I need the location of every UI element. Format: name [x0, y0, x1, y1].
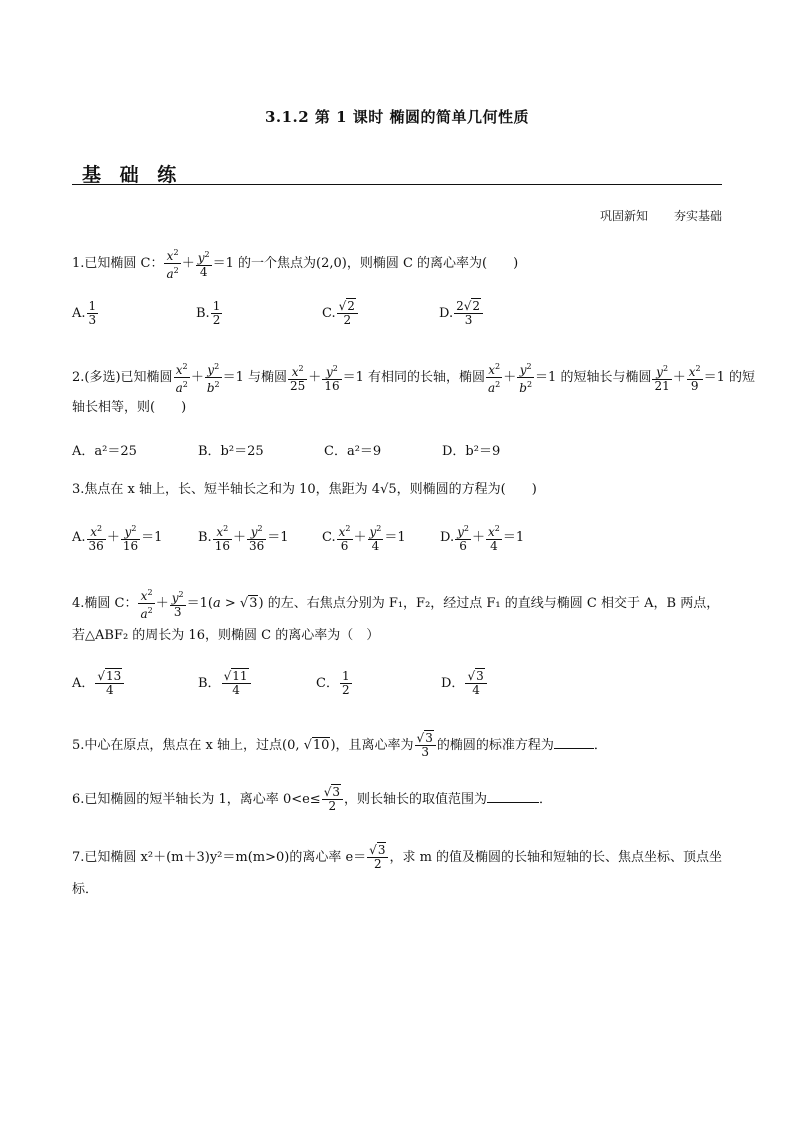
q2-line2: 轴长相等，则( ) [72, 400, 187, 415]
q1-option-b[interactable]: B. $\frac{1}{2}$ [196, 299, 221, 327]
q6-text-a: 6.已知椭圆的短半轴长为 1，离心率 0<e≤ [72, 792, 321, 807]
q4-option-b[interactable]: B． $\frac{√11}{4}$ [198, 670, 252, 697]
tagline-2: 夯实基础 [673, 209, 722, 223]
q4-text-a: 4.椭圆 C： [72, 596, 138, 611]
q2-option-d[interactable]: D．b²＝9 [442, 444, 501, 459]
q1-frac-y: $\frac{y^2}{4}$ [197, 250, 210, 279]
q2-text-e: ＝1 的短 [703, 370, 756, 385]
question-2: 2.(多选)已知椭圆 $\frac{x^2}{a^2}$ ＋ $\frac{y^2}{b^2}$ ＝1 与椭圆 $\frac{x^2}{25}$ ＋ $\frac{y^2}{16}$ ＝1 有相同的长轴，椭圆 $\frac{x^2}{a^2}$ ＋ $\frac{y^2}{b^2}$ ＝1 的短轴长与椭圆 $\frac{y^2}{21}$ ＋ $\frac{x^2}{9}$ ＝1 的短 [72, 362, 756, 395]
page-title: 3.1.2 第 1 课时 椭圆的简单几何性质 [264, 108, 530, 126]
q4-option-d[interactable]: D． $\frac{√3}{4}$ [441, 670, 488, 697]
q3-option-d[interactable]: D. $\frac{y^2}{6}$ ＋ $\frac{x^2}{4}$ ＝1 [440, 524, 525, 553]
question-3: 3.焦点在 x 轴上，长、短半轴长之和为 10，焦距为 4√5，则椭圆的方程为( ) [72, 482, 537, 497]
q5-text-a: 5.中心在原点，焦点在 x 轴上，过点 [72, 738, 282, 753]
q1-option-d[interactable]: D. $\frac{2√2}{3}$ [439, 300, 484, 327]
q7-text-a: 7.已知椭圆 x²＋(m＋3)y²＝m(m>0)的离心率 e＝ [72, 850, 367, 865]
q1-option-a[interactable]: A. $\frac{1}{3}$ [72, 299, 97, 327]
q3-option-c[interactable]: C. $\frac{x^2}{6}$ ＋ $\frac{y^2}{4}$ ＝1 [322, 524, 406, 553]
q3-option-b[interactable]: B. $\frac{x^2}{16}$ ＋ $\frac{y^2}{36}$ ＝1 [198, 524, 289, 553]
q5-text-b: ，且离心率为 [335, 738, 414, 753]
q1-suffix: ＝1 的一个焦点为(2,0)，则椭圆 C 的离心率为( ) [212, 256, 519, 271]
q7-line2: 标． [72, 882, 99, 897]
question-5: 5.中心在原点，焦点在 x 轴上，过点(0, √10)，且离心率为 $\frac{√3}{3}$ 的椭圆的标准方程为 ． [72, 731, 607, 759]
q2-text-c: ＝1 有相同的长轴，椭圆 [342, 370, 485, 385]
q2-text-d: ＝1 的短轴长与椭圆 [535, 370, 652, 385]
section-title: 基 础 练 [82, 164, 183, 186]
q7-text-b: ，求 m 的值及椭圆的长轴和短轴的长、焦点坐标、顶点坐 [389, 850, 723, 865]
q3-option-a[interactable]: A. $\frac{x^2}{36}$ ＋ $\frac{y^2}{16}$ ＝1 [72, 524, 163, 553]
q1-option-c[interactable]: C. $\frac{√2}{2}$ [322, 300, 359, 327]
q4-option-a[interactable]: A． $\frac{√13}{4}$ [72, 670, 125, 697]
q2-option-c[interactable]: C．a²＝9 [324, 444, 382, 459]
q3-options [72, 522, 722, 562]
q6-text-b: ，则长轴长的取值范围为 [344, 792, 488, 807]
q1-prefix: 1.已知椭圆 C： [72, 256, 164, 271]
q2-text-b: ＝1 与椭圆 [222, 370, 288, 385]
q5-text-c: 的椭圆的标准方程为 [436, 738, 554, 753]
question-7: 7.已知椭圆 x²＋(m＋3)y²＝m(m>0)的离心率 e＝ $\frac{√3}{2}$ ，求 m 的值及椭圆的长轴和短轴的长、焦点坐标、顶点坐 [72, 843, 723, 871]
q4-line2: 若△ABF₂ 的周长为 16，则椭圆 C 的离心率为（ ） [72, 628, 380, 643]
q1-frac-x: $\frac{x^2}{a^2}$ [166, 248, 179, 281]
section-tagline [574, 207, 722, 224]
question-6: 6.已知椭圆的短半轴长为 1，离心率 0<e≤ $\frac{√3}{2}$ ，则长轴长的取值范围为 ． [72, 785, 553, 813]
section-header [72, 160, 722, 185]
q2-options [72, 440, 722, 480]
q2-option-a[interactable]: A．a²＝25 [72, 444, 137, 459]
question-4: 4.椭圆 C： $\frac{x^2}{a^2}$ ＋ $\frac{y^2}{3}$ ＝1(a > √3) 的左、右焦点分别为 F₁，F₂，经过点 F₁ 的直线与椭圆 C 相交于 A，B 两点， [72, 588, 720, 621]
tagline-1: 巩固新知 [599, 209, 648, 223]
q5-answer-blank[interactable] [554, 736, 594, 749]
q4-option-c[interactable]: C． $\frac{1}{2}$ [316, 669, 350, 697]
question-1: 1.已知椭圆 C： $\frac{x^2}{a^2}$ ＋ $\frac{y^2}{4}$ ＝1 的一个焦点为(2,0)，则椭圆 C 的离心率为( ) [72, 248, 519, 281]
q6-answer-blank[interactable] [487, 790, 539, 803]
q2-text-a: 2.(多选)已知椭圆 [72, 370, 173, 385]
q2-option-b[interactable]: B．b²＝25 [198, 444, 264, 459]
q4-text-b: 的左、右焦点分别为 F₁，F₂，经过点 F₁ 的直线与椭圆 C 相交于 A，B 两点， [267, 596, 720, 611]
q1-options [72, 300, 722, 340]
q4-options [72, 670, 722, 710]
